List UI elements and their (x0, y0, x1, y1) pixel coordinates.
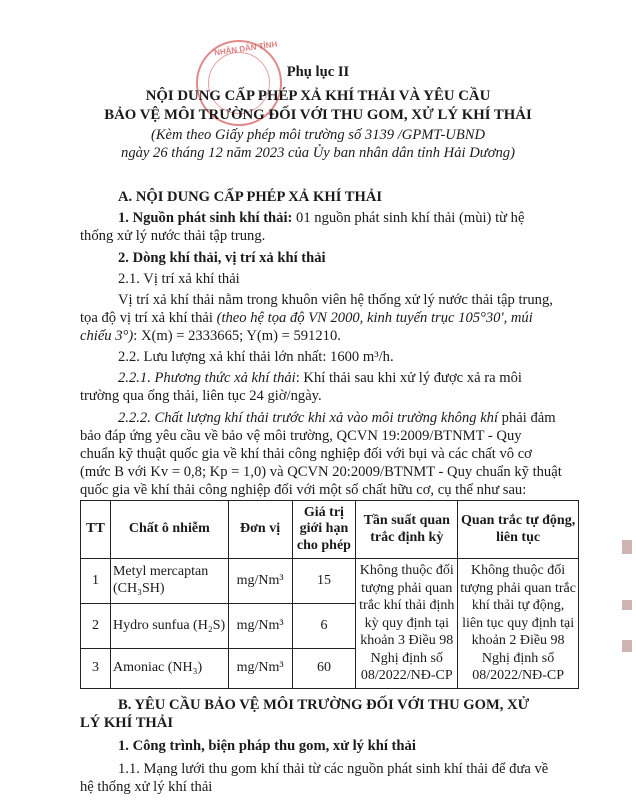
cell-limit: 60 (292, 649, 356, 689)
a-item21-line2-plain: tọa độ vị trí xả khí thải (80, 310, 217, 326)
header-continuous: Quan trắc tự động, liên tục (458, 501, 579, 559)
a-item2-heading: 2. Dòng khí thải, vị trí xả khí thải (118, 250, 326, 266)
stamp-text: NHÂN DÂN TỈNH (213, 39, 278, 58)
a-item222-line4: (mức B với Kv = 0,8; Kp = 1,0) và QCVN 20:2009/BTNMT - Quy chuẩn kỹ thuật (80, 464, 562, 480)
section-b-heading-line2: LÝ KHÍ THẢI (80, 715, 173, 731)
cell-unit: mg/Nm³ (228, 649, 292, 689)
a-item21-line3-plain: : X(m) = 2333665; Y(m) = 591210. (133, 328, 341, 344)
a-item21-line2 (80, 310, 533, 328)
header-pollutant: Chất ô nhiễm (110, 501, 228, 559)
cell-limit: 6 (292, 604, 356, 649)
a-item221-text: : Khí thải sau khi xử lý được xả ra môi (295, 370, 522, 386)
b-item11-line1: 1.1. Mạng lưới thu gom khí thải từ các nguồn phát sinh khí thải để đưa về (118, 761, 549, 777)
scan-edge-mark (622, 600, 632, 610)
header-limit: Giá trị giới hạn cho phép (292, 501, 356, 559)
a-item221-italic: 2.2.1. Phương thức xả khí thải (118, 370, 296, 386)
cell-pollutant: Amoniac (NH₃) (110, 649, 228, 689)
appendix-label: Phụ lục II (286, 64, 350, 80)
a-item222-line2: bảo đáp ứng yêu cầu về bảo vệ môi trường, QCVN 19:2009/BTNMT - Quy (80, 428, 522, 444)
a-item1-text: 01 nguồn phát sinh khí thải (mùi) từ hệ (292, 210, 525, 226)
a-item21-heading: 2.1. Vị trí xả khí thải (118, 271, 240, 287)
cell-pollutant: Metyl mercaptan (CH₃SH) (110, 559, 228, 604)
cell-tt: 3 (81, 649, 111, 689)
a-item221-line1 (118, 370, 522, 388)
a-item222-italic: 2.2.2. Chất lượng khí thải trước khi xả vào môi trường không khí (118, 410, 499, 426)
cell-continuous-monitoring: Không thuộc đối tượng phải quan trắc khí thải tự động, liên tục quy định tại khoản 2 Điều 98 Nghị định số 08/2022/NĐ-CP (458, 559, 579, 689)
cell-pollutant: Hydro sunfua (H₂S) (110, 604, 228, 649)
a-item1-line1 (118, 210, 524, 228)
cell-limit: 15 (292, 559, 356, 604)
title-line-1: NỘI DUNG CẤP PHÉP XẢ KHÍ THẢI VÀ YÊU CẦU (145, 88, 491, 104)
cell-periodic-monitoring: Không thuộc đối tượng phải quan trắc khí thải định kỳ quy định tại khoản 3 Điều 98 Nghị định số 08/2022/NĐ-CP (356, 559, 458, 689)
cell-unit: mg/Nm³ (228, 559, 292, 604)
cell-unit: mg/Nm³ (228, 604, 292, 649)
subtitle-line-1: (Kèm theo Giấy phép môi trường số 3139 /GPMT-UBND (150, 127, 486, 143)
scan-edge-mark (622, 540, 632, 554)
table-header-row (81, 501, 579, 559)
a-item1-line2: thống xử lý nước thải tập trung. (80, 228, 266, 244)
a-item1-label: 1. Nguồn phát sinh khí thải: (118, 210, 293, 226)
cell-tt: 2 (81, 604, 111, 649)
header-periodic: Tần suất quan trắc định kỳ (356, 501, 458, 559)
a-item222-line5: quốc gia về khí thải công nghiệp đối với một số chất hữu cơ, cụ thể như sau: (80, 482, 527, 498)
section-a-heading: A. NỘI DUNG CẤP PHÉP XẢ KHÍ THẢI (118, 189, 383, 205)
a-item222-line1 (118, 410, 556, 428)
b-item11-line2: hệ thống xử lý khí thải (80, 779, 213, 795)
section-b-heading-line1: B. YÊU CẦU BẢO VỆ MÔI TRƯỜNG ĐỐI VỚI THU GOM, XỬ (118, 697, 530, 713)
title-line-2: BẢO VỆ MÔI TRƯỜNG ĐỐI VỚI THU GOM, XỬ LÝ KHÍ THẢI (104, 107, 532, 123)
b-item1-heading: 1. Công trình, biện pháp thu gom, xử lý khí thải (118, 738, 416, 754)
a-item21-line1: Vị trí xả khí thải nằm trong khuôn viên hệ thống xử lý nước thải tập trung, (118, 292, 553, 308)
a-item22: 2.2. Lưu lượng xả khí thải lớn nhất: 1600 m³/h. (118, 349, 394, 365)
scan-edge-mark (622, 640, 632, 652)
a-item221-line2: trường qua ống thải, liên tục 24 giờ/ngày. (80, 388, 322, 404)
table-row (81, 559, 579, 604)
cell-tt: 1 (81, 559, 111, 604)
a-item21-line3 (80, 328, 341, 346)
header-tt: TT (81, 501, 111, 559)
emission-limits-table (80, 500, 579, 689)
subtitle-line-2: ngày 26 tháng 12 năm 2023 của Ủy ban nhân dân tỉnh Hải Dương) (121, 145, 515, 161)
header-unit: Đơn vị (228, 501, 292, 559)
a-item21-line3-italic: chiếu 3°) (80, 328, 134, 344)
a-item222-text: phải đảm (498, 410, 556, 426)
a-item21-line2-italic: (theo hệ tọa độ VN 2000, kinh tuyến trục 105°30', múi (216, 310, 533, 326)
a-item222-line3: chuẩn kỹ thuật quốc gia về khí thải công nghiệp đối với bụi và các chất vô cơ (80, 446, 532, 462)
